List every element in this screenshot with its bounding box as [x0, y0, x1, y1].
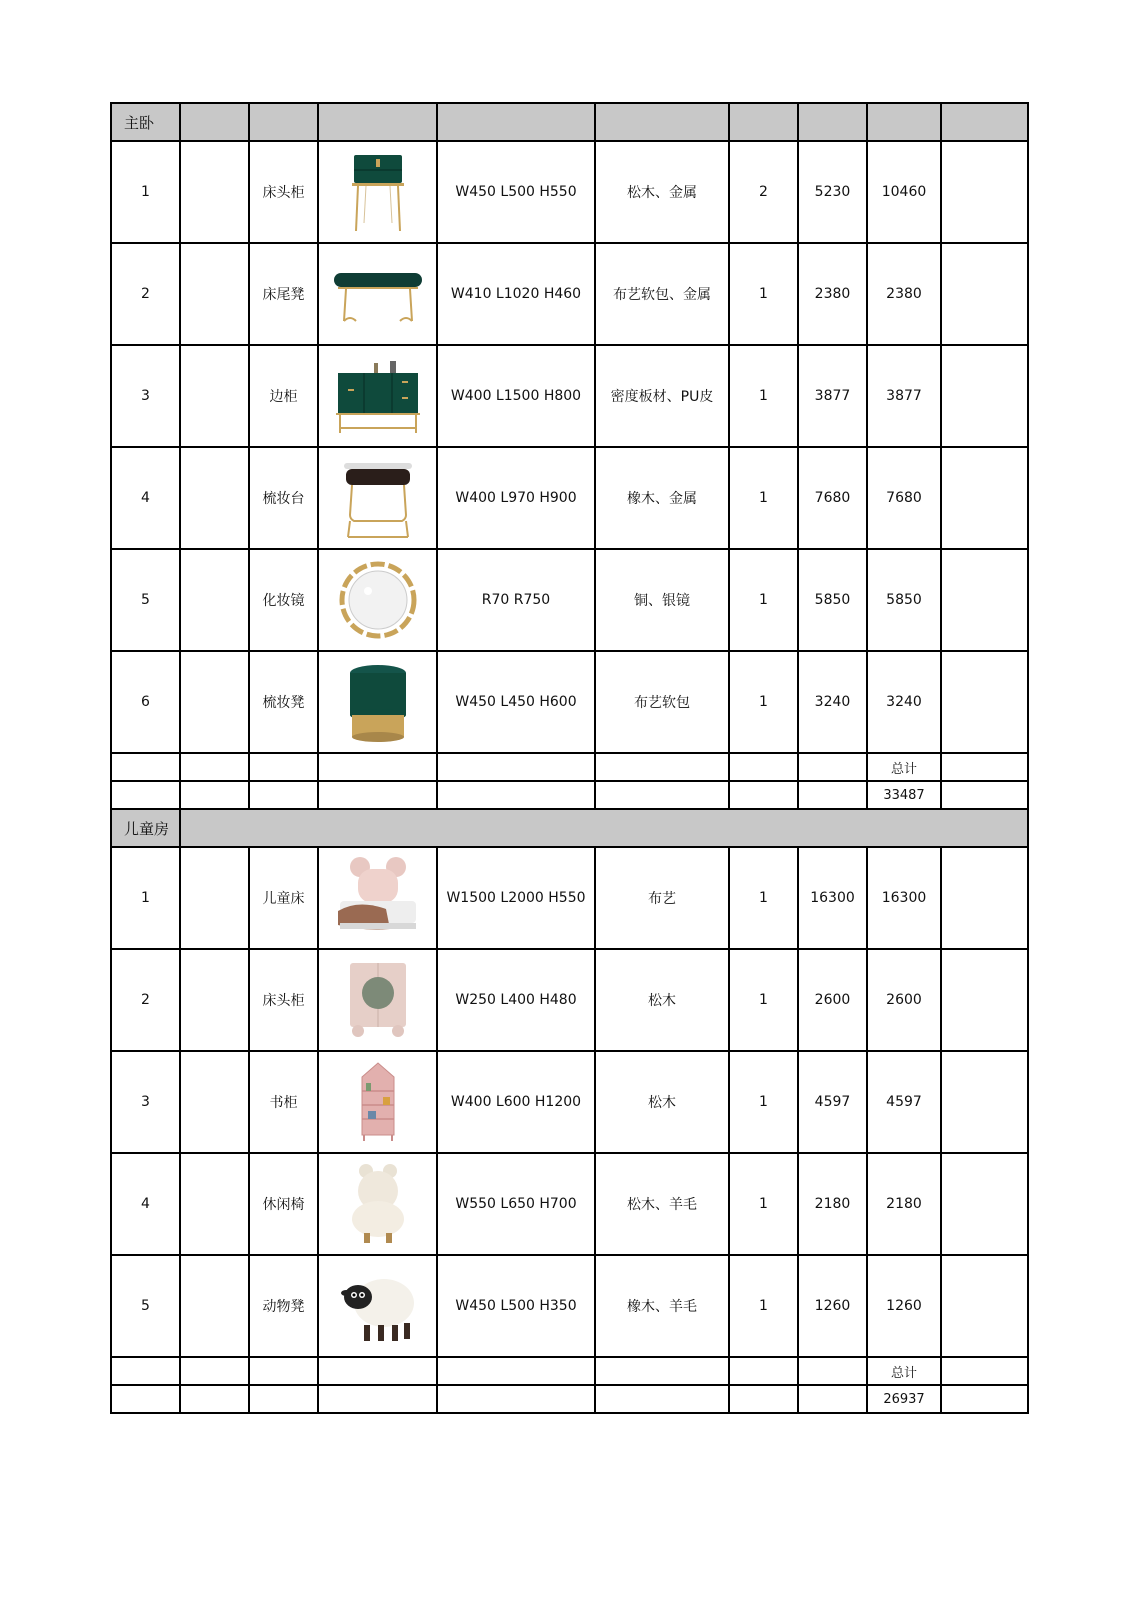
item-name: 化妆镜: [249, 549, 318, 651]
dressing-table-icon: [318, 447, 437, 549]
furniture-schedule-table: [110, 102, 1029, 1414]
item-name: 书柜: [249, 1051, 318, 1153]
item-total: 1260: [867, 1255, 941, 1357]
item-name: 梳妆台: [249, 447, 318, 549]
item-unit-price: 3240: [798, 651, 867, 753]
item-qty: 1: [729, 1153, 798, 1255]
kids-bed-icon: [318, 847, 437, 949]
item-size: W400 L1500 H800: [437, 345, 595, 447]
item-unit-price: 1260: [798, 1255, 867, 1357]
item-name: 梳妆凳: [249, 651, 318, 753]
item-material: 布艺: [595, 847, 729, 949]
item-material: 橡木、金属: [595, 447, 729, 549]
item-unit-price: 7680: [798, 447, 867, 549]
item-total: 2180: [867, 1153, 941, 1255]
item-name: 边柜: [249, 345, 318, 447]
table-row: [111, 549, 1028, 651]
item-unit-price: 2180: [798, 1153, 867, 1255]
item-number: 1: [111, 847, 180, 949]
item-total: 2380: [867, 243, 941, 345]
stool-icon: [318, 651, 437, 753]
item-material: 松木、羊毛: [595, 1153, 729, 1255]
item-name: 床头柜: [249, 141, 318, 243]
section-title: 儿童房: [111, 809, 180, 847]
item-material: 橡木、羊毛: [595, 1255, 729, 1357]
item-material: 松木: [595, 949, 729, 1051]
item-unit-price: 2600: [798, 949, 867, 1051]
bench-icon: [318, 243, 437, 345]
sideboard-icon: [318, 345, 437, 447]
item-size: W1500 L2000 H550: [437, 847, 595, 949]
item-qty: 1: [729, 847, 798, 949]
table-row: [111, 1153, 1028, 1255]
summary-label-row: [111, 1357, 1028, 1385]
item-total: 2600: [867, 949, 941, 1051]
item-size: W400 L600 H1200: [437, 1051, 595, 1153]
item-total: 3877: [867, 345, 941, 447]
item-size: W410 L1020 H460: [437, 243, 595, 345]
item-name: 床尾凳: [249, 243, 318, 345]
item-total: 5850: [867, 549, 941, 651]
item-number: 5: [111, 1255, 180, 1357]
item-size: W450 L450 H600: [437, 651, 595, 753]
item-name: 动物凳: [249, 1255, 318, 1357]
item-number: 5: [111, 549, 180, 651]
mirror-icon: [318, 549, 437, 651]
item-number: 1: [111, 141, 180, 243]
item-unit-price: 5850: [798, 549, 867, 651]
table-row: [111, 345, 1028, 447]
item-qty: 2: [729, 141, 798, 243]
item-total: 16300: [867, 847, 941, 949]
item-qty: 1: [729, 243, 798, 345]
item-total: 7680: [867, 447, 941, 549]
summary-value-row: [111, 781, 1028, 809]
item-qty: 1: [729, 949, 798, 1051]
total-value: 33487: [867, 781, 941, 809]
item-qty: 1: [729, 651, 798, 753]
table-row: [111, 949, 1028, 1051]
item-unit-price: 2380: [798, 243, 867, 345]
item-material: 松木、金属: [595, 141, 729, 243]
item-name: 床头柜: [249, 949, 318, 1051]
table-row: [111, 447, 1028, 549]
item-qty: 1: [729, 1255, 798, 1357]
item-qty: 1: [729, 345, 798, 447]
item-total: 3240: [867, 651, 941, 753]
table-row: [111, 141, 1028, 243]
total-label: 总计: [867, 753, 941, 781]
item-unit-price: 3877: [798, 345, 867, 447]
item-qty: 1: [729, 1051, 798, 1153]
item-number: 3: [111, 345, 180, 447]
item-unit-price: 5230: [798, 141, 867, 243]
nightstand-icon: [318, 141, 437, 243]
item-unit-price: 16300: [798, 847, 867, 949]
table-row: [111, 651, 1028, 753]
item-number: 3: [111, 1051, 180, 1153]
item-number: 2: [111, 243, 180, 345]
item-size: R70 R750: [437, 549, 595, 651]
table-row: [111, 1255, 1028, 1357]
item-number: 2: [111, 949, 180, 1051]
item-number: 6: [111, 651, 180, 753]
table-row: [111, 1051, 1028, 1153]
item-material: 松木: [595, 1051, 729, 1153]
summary-label-row: [111, 753, 1028, 781]
item-unit-price: 4597: [798, 1051, 867, 1153]
bookcase-icon: [318, 1051, 437, 1153]
item-total: 10460: [867, 141, 941, 243]
sheep-stool-icon: [318, 1255, 437, 1357]
item-qty: 1: [729, 447, 798, 549]
summary-value-row: [111, 1385, 1028, 1413]
item-name: 休闲椅: [249, 1153, 318, 1255]
item-material: 铜、银镜: [595, 549, 729, 651]
item-name: 儿童床: [249, 847, 318, 949]
item-size: W450 L500 H550: [437, 141, 595, 243]
item-size: W250 L400 H480: [437, 949, 595, 1051]
armchair-icon: [318, 1153, 437, 1255]
item-number: 4: [111, 447, 180, 549]
item-material: 布艺软包、金属: [595, 243, 729, 345]
section-header-kids-room: [111, 809, 1028, 847]
item-material: 密度板材、PU皮: [595, 345, 729, 447]
pink-nightstand-icon: [318, 949, 437, 1051]
section-header-master-bedroom: [111, 103, 1028, 141]
item-size: W400 L970 H900: [437, 447, 595, 549]
table-row: [111, 243, 1028, 345]
item-number: 4: [111, 1153, 180, 1255]
item-material: 布艺软包: [595, 651, 729, 753]
item-total: 4597: [867, 1051, 941, 1153]
item-qty: 1: [729, 549, 798, 651]
total-label: 总计: [867, 1357, 941, 1385]
section-title: 主卧: [111, 103, 180, 141]
item-size: W450 L500 H350: [437, 1255, 595, 1357]
total-value: 26937: [867, 1385, 941, 1413]
table-row: [111, 847, 1028, 949]
item-size: W550 L650 H700: [437, 1153, 595, 1255]
